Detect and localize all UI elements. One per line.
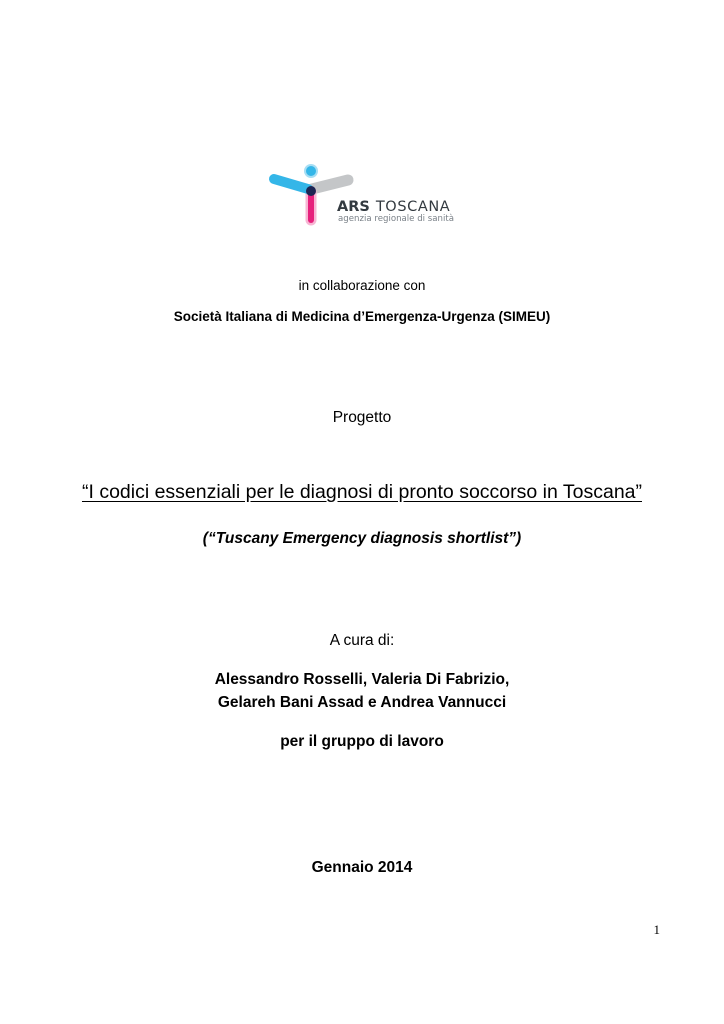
editors-label: A cura di: (329, 632, 395, 649)
project-label: Progetto (332, 409, 392, 426)
working-group: per il gruppo di lavoro (280, 733, 444, 750)
editors-names-line1: Alessandro Rosselli, Valeria Di Fabrizio, (214, 671, 510, 688)
project-title (0, 481, 724, 504)
collaboration-partner: Società Italiana di Medicina d’Emergenza-Urgenza (SIMEU) (173, 309, 551, 324)
project-subtitle: (“Tuscany Emergency diagnosis shortlist”) (202, 530, 522, 547)
page-number: 1 (653, 922, 660, 937)
collaboration-intro: in collaborazione con (298, 278, 426, 293)
logo-blue-arm (274, 179, 308, 189)
ars-toscana-logo (266, 162, 466, 234)
logo-gray-arm (312, 180, 348, 189)
publication-date: Gennaio 2014 (311, 859, 413, 876)
logo-center-dot (306, 186, 316, 196)
project-title-text: “I codici essenziali per le diagnosi di pronto soccorso in Toscana” (81, 481, 642, 503)
editors-names-line2: Gelareh Bani Assad e Andrea Vannucci (217, 694, 507, 711)
logo-tagline: agenzia regionale di sanità (338, 214, 454, 224)
logo-name: ARS TOSCANA (337, 199, 451, 215)
